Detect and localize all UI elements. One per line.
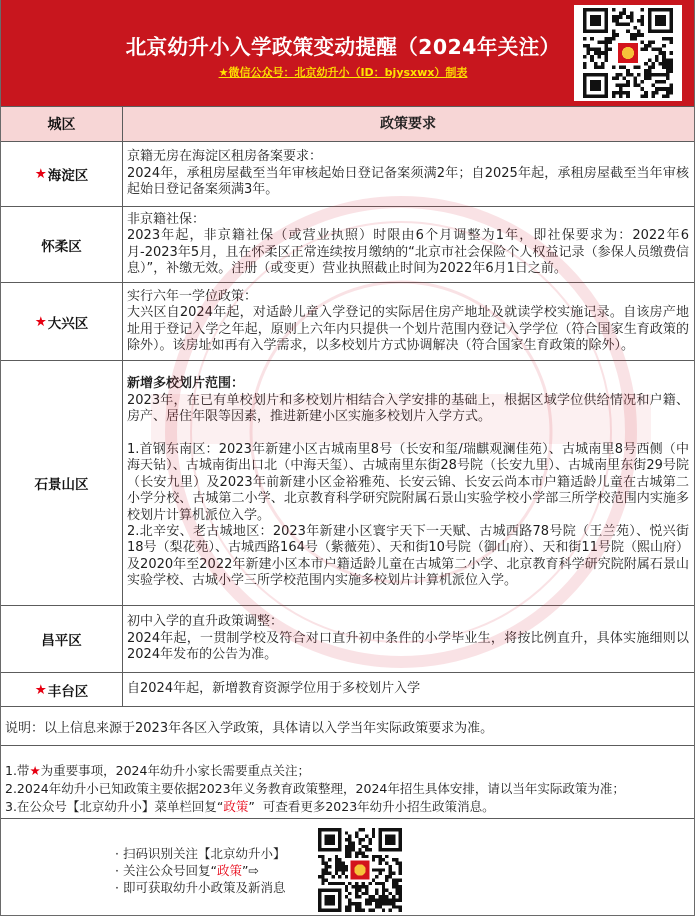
policy-heading: 初中入学的直升政策调整： [127,614,284,630]
footer-line-2-arrow: ”⇨ [241,863,259,878]
important-star-icon: ★ [34,166,47,182]
policy-text: 2023年，在已有单校划片和多校划片相结合入学安排的基础上，根据区域学位供给情况和户籍、房产、居住年限等因素，推进新建小区实施多校划片入学方式。 [127,392,689,425]
footnote-1-prefix: 1.带 [5,763,30,778]
footer-line-2-prefix: · 关注公众号回复“ [115,863,217,878]
column-header-policy: 政策要求 [380,115,436,132]
column-header-district: 城区 [1,107,123,141]
district-cell [1,361,123,605]
policy-text: 自2024年起，新增教育资源学位用于多校划片入学 [127,681,421,697]
policy-text: 2024年，承租房屋截至当年审核起始日登记备案须满2年；自2025年起，承租房屋截至当年审核起始日登记备案须满3年。 [127,165,689,198]
qr-logo-emblem [622,47,634,59]
policy-cell [123,207,694,282]
table-row-shijingshan [1,360,694,605]
district-name: 丰台区 [47,683,89,700]
policy-item: 1.首钢东南区：2023年新建小区古城南里8号（长安和玺/瑞麒观澜佳苑）、古城南里8号西侧（中海天钻）、古城南街出口北（中海天玺）、古城南里东街28号院（长安九里）、古城南里东街29号院（长安九里）及2023年前新建小区金裕雅苑、长安云锦、长安云尚本市户籍适龄儿童在古城第二小学分校、古城第二小学、北京教育科学研究院附属石景山实验学校小学部三所学校范围内实施多校划片计算机派位入学。 [127,441,689,523]
footer-instructions [115,845,285,896]
footnotes [1,745,694,818]
policy-text: 2023年起，非京籍社保（或营业执照）时限由6个月调整为1年，即社保要求为：2022年6月-2023年5月，且在怀柔区正常连续按月缴纳的“北京市社会保险个人权益记录（参保人员缴费信息）”，补缴无效。注册（或变更）营业执照截止时间为2022年6月1日之前。 [127,228,689,276]
policy-cell [123,673,694,706]
policy-heading: 新增多校划片范围： [127,376,245,392]
policy-heading: 实行六年一学位政策： [127,288,258,304]
important-star-icon: ★ [29,763,41,778]
policy-text: 大兴区自2024年起，对适龄儿童入学登记的实际居住房产地址及就读学校实施记录。自该房产地址用于登记入学之年起，原则上六年内只提供一个划片范围内登记入学学位（符合国家生育政策的除外）。该房址如再有入学需求，以多校划片方式协调解决（符合国家生育政策的除外）。 [127,305,689,353]
footnote-3-keyword: 政策 [223,799,249,814]
table-row-daxing [1,282,694,360]
table-row-huairou [1,206,694,282]
table-header-row [1,106,694,141]
qr-code-icon [583,8,673,98]
district-cell [1,142,123,206]
policy-cell [123,361,694,605]
footnote-1 [5,762,690,780]
header-banner [1,0,694,106]
policy-item: 2.北辛安、老古城地区：2023年新建小区寰宇天下一天赋、古城西路78号院（王兰苑）、悦兴街18号（梨花苑）、古城西路164号（紫薇苑）、天和街10号院（御山府）、天和街11号院（熙山府）及2020年至2022年新建小区本市户籍适龄儿童在古城第二小学、北京教育科学研究院附属石景山实验学校、古城小学三所学校范围内实施多校划片计算机派位入学。 [127,524,689,589]
policy-heading: 非京籍社保： [127,211,206,227]
header-qr-code [574,5,682,101]
district-name: 大兴区 [47,315,89,332]
district-cell [1,283,123,360]
policy-heading: 京籍无房在海淀区租房备案要求： [127,149,323,165]
footnote-3 [5,798,690,816]
district-name: 石景山区 [34,477,89,493]
table-row-fengtai [1,672,694,706]
policy-cell [123,283,694,360]
footer-line-2 [115,862,285,879]
wechat-credit: ★微信公众号：北京幼升小（ID：bjysxwx）制表 [218,66,468,79]
policy-cell [123,142,694,206]
policy-table [1,106,694,915]
district-cell [1,207,123,282]
district-cell [1,673,123,706]
qr-logo-emblem [354,864,365,875]
policy-cell [123,606,694,672]
footer-line-1: · 扫码识别关注【北京幼升小】 [115,846,286,861]
district-name: 怀柔区 [41,238,82,255]
district-cell [1,606,123,672]
important-star-icon: ★ [34,313,47,330]
footnote-3-text: ” 可查看更多2023年幼升小招生政策消息。 [248,799,495,814]
page-title: 北京幼升小入学政策变动提醒（2024年关注） [125,35,561,59]
footer-line-3: · 即可获取幼升小政策及新消息 [115,880,286,895]
district-name: 海淀区 [47,168,89,184]
table-row-changping [1,605,694,672]
footer [1,818,694,915]
footnote-3-prefix: 3.在公众号【北京幼升小】菜单栏回复“ [5,799,224,814]
footer-qr-code [317,827,403,913]
source-note: 说明：以上信息来源于2023年各区入学政策，具体请以入学当年实际政策要求为准。 [1,706,694,745]
footer-line-2-keyword: 政策 [216,863,242,878]
district-name: 昌平区 [41,633,82,649]
table-row-haidian [1,141,694,206]
qr-code-icon [318,828,402,912]
footnote-2: 2.2024年幼升小已知政策主要依据2023年义务教育政策整理，2024年招生具体安排，请以当年实际政策为准； [5,781,625,796]
important-star-icon: ★ [34,681,47,698]
policy-text: 2024年起，一贯制学校及符合对口直升初中条件的小学毕业生，将按比例直升，具体实施细则以2024年发布的公告为准。 [127,630,689,663]
footnote-1-text: 为重要事项，2024年幼升小家长需要重点关注； [40,763,310,778]
